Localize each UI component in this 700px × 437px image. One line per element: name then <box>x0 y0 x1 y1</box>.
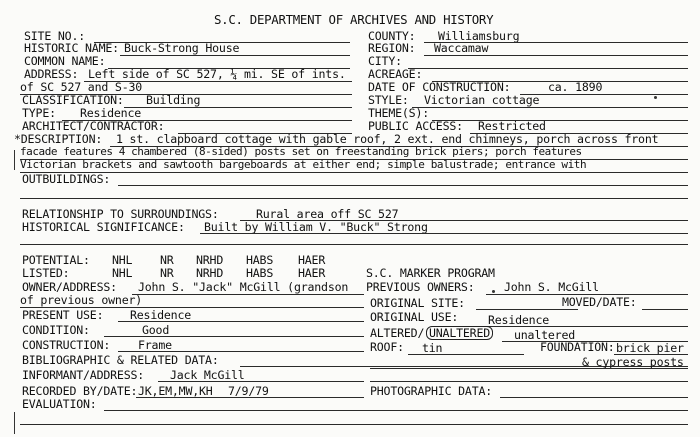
listed-nhl: NHL <box>112 266 133 280</box>
recorded-by-value: JK,EM,MW,KH <box>138 384 213 398</box>
public-access-label: PUBLIC ACCESS: <box>368 119 463 133</box>
themes-label: THEME(S): <box>368 106 430 120</box>
field-line <box>158 381 364 382</box>
recorded-date-value: 7/9/79 <box>228 384 269 398</box>
owner-value-2: of previous owner) <box>20 293 143 307</box>
listed-habs: HABS <box>246 266 274 280</box>
form-title: S.C. DEPARTMENT OF ARCHIVES AND HISTORY <box>214 12 494 27</box>
relationship-value: Rural area off SC 527 <box>256 207 399 221</box>
construction-label: CONSTRUCTION: <box>22 338 111 352</box>
field-line <box>118 351 364 352</box>
county-label: COUNTY: <box>368 29 416 43</box>
field-line <box>408 68 688 69</box>
significance-value: Built by William V. "Buck" Strong <box>204 220 428 234</box>
marker-program-label: S.C. MARKER PROGRAM <box>366 266 495 280</box>
city-label: CITY: <box>368 54 402 68</box>
listed-label: LISTED: <box>22 266 70 280</box>
field-line <box>200 233 688 234</box>
program-nr: NR <box>160 253 174 267</box>
field-line <box>20 172 688 173</box>
address-line-2: of SC 527 and S-30 <box>20 80 143 94</box>
potential-label: POTENTIAL: <box>22 253 90 267</box>
field-line <box>408 354 524 355</box>
program-habs: HABS <box>246 253 274 267</box>
owner-label: OWNER/ADDRESS: <box>22 280 117 294</box>
public-access-value: Restricted <box>478 119 546 133</box>
field-line <box>20 198 688 199</box>
address-line-1: Left side of SC 527, ¼ mi. SE of ints. <box>88 67 346 81</box>
historic-name-value: Buck-Strong House <box>124 41 240 55</box>
field-line <box>370 381 688 382</box>
speck <box>492 290 495 293</box>
condition-label: CONDITION: <box>22 323 90 337</box>
margin-mark <box>14 150 15 170</box>
date-of-construction-label: DATE OF CONSTRUCTION: <box>368 80 511 94</box>
field-line <box>136 397 364 398</box>
altered-value: unaltered <box>514 328 576 342</box>
unaltered-circled: UNALTERED <box>426 326 493 340</box>
style-value: Victorian cottage <box>424 93 540 107</box>
program-haer: HAER <box>298 253 326 267</box>
region-label: REGION: <box>368 41 416 55</box>
field-line <box>20 244 688 245</box>
field-line <box>120 55 350 56</box>
field-line <box>520 94 688 95</box>
margin-mark <box>14 412 15 434</box>
listed-nrhd: NRHD <box>196 266 224 280</box>
field-line <box>470 326 688 327</box>
historic-name-label: HISTORIC NAME: <box>24 41 119 55</box>
county-value: Williamsburg <box>438 29 520 43</box>
field-line <box>118 185 688 186</box>
bibliographic-label: BIBLIOGRAPHIC & RELATED DATA: <box>22 353 219 367</box>
evaluation-label: EVALUATION: <box>22 397 97 411</box>
previous-owners-label: PREVIOUS OWNERS: <box>366 280 475 294</box>
site-no-label: SITE NO.: <box>24 29 86 43</box>
significance-label: HISTORICAL SIGNIFICANCE: <box>22 220 185 234</box>
field-line <box>432 120 688 121</box>
common-name-label: COMMON NAME: <box>24 54 106 68</box>
present-use-value: Residence <box>130 308 192 322</box>
field-line <box>132 294 364 295</box>
owner-value: John S. "Jack" McGill (grandson <box>138 280 349 294</box>
outbuildings-label: OUTBUILDINGS: <box>22 172 111 186</box>
original-use-value: Residence <box>488 313 550 327</box>
classification-label: CLASSIFICATION: <box>22 93 124 107</box>
field-line <box>20 424 688 425</box>
condition-value: Good <box>142 323 170 337</box>
foundation-value-2: & cypress posts <box>582 355 684 369</box>
construction-value: Frame <box>138 338 172 352</box>
field-line <box>412 107 688 108</box>
type-value: Residence <box>80 106 142 120</box>
moved-date-label: MOVED/DATE: <box>562 295 637 309</box>
field-line <box>118 321 364 322</box>
original-site-label: ORIGINAL SITE: <box>370 296 465 310</box>
previous-owners-value: John S. McGill <box>504 280 599 294</box>
present-use-label: PRESENT USE: <box>22 308 104 322</box>
foundation-label: FOUNDATION: <box>540 340 615 354</box>
style-label: STYLE: <box>368 93 409 107</box>
description-line-2: facade features 4 chambered (8-sided) posts set on freestanding brick piers; porch features <box>20 145 582 158</box>
informant-label: INFORMANT/ADDRESS: <box>22 368 145 382</box>
architect-label: ARCHITECT/CONTRACTOR: <box>22 119 165 133</box>
field-line <box>104 336 364 337</box>
description-label: *DESCRIPTION: <box>14 132 103 146</box>
program-nhl: NHL <box>112 253 133 267</box>
program-nrhd: NRHD <box>196 253 224 267</box>
informant-value: Jack McGill <box>170 368 245 382</box>
description-line-1: 1 st. clapboard cottage with gable roof, 2 ext. end chimneys, porch across front <box>116 132 659 146</box>
listed-haer: HAER <box>298 266 326 280</box>
type-label: TYPE: <box>22 106 56 120</box>
original-use-label: ORIGINAL USE: <box>370 310 459 324</box>
relationship-label: RELATIONSHIP TO SURROUNDINGS: <box>22 207 219 221</box>
acreage-label: ACREAGE: <box>368 67 423 81</box>
altered-label: ALTERED/ <box>370 326 425 340</box>
field-line <box>424 55 688 56</box>
field-line <box>104 410 688 411</box>
foundation-value-1: brick pier <box>616 341 684 355</box>
classification-value: Building <box>146 93 201 107</box>
address-label: ADDRESS: <box>24 67 79 81</box>
field-line <box>476 309 578 310</box>
recorded-label: RECORDED BY/DATE: <box>22 384 138 398</box>
roof-label: ROOF: <box>370 340 404 354</box>
region-value: Waccamaw <box>434 41 489 55</box>
field-line <box>124 107 352 108</box>
photographic-data-label: PHOTOGRAPHIC DATA: <box>370 384 493 398</box>
roof-value: tin <box>422 341 443 355</box>
listed-nr: NR <box>160 266 174 280</box>
field-line <box>370 368 688 369</box>
speck <box>654 96 657 99</box>
description-line-3: Victorian brackets and sawtooth bargeboards at either end; simple balustrade; entrance with <box>20 158 587 171</box>
date-of-construction-value: ca. 1890 <box>548 80 603 94</box>
field-line <box>500 397 688 398</box>
field-line <box>642 309 688 310</box>
